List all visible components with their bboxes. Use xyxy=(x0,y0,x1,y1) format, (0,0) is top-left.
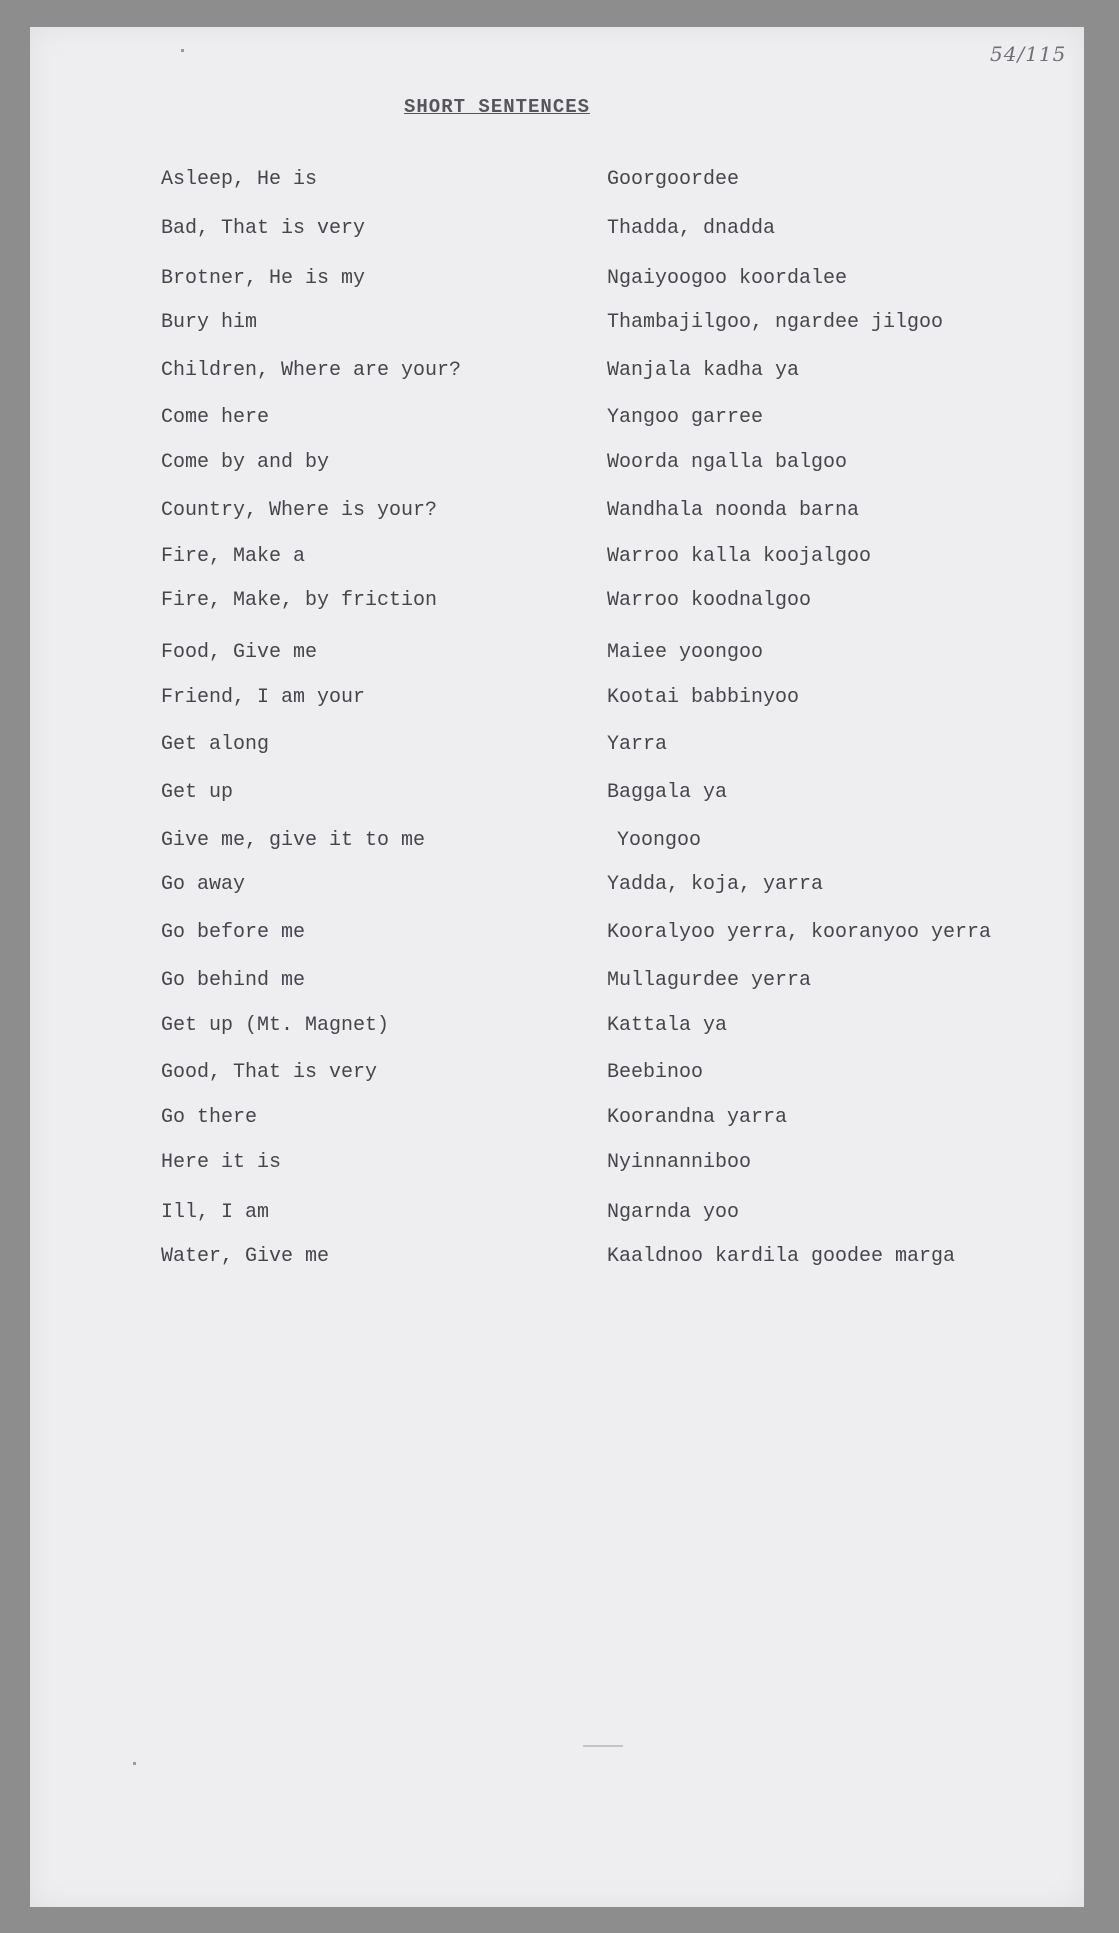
aboriginal-translation: Yoongoo xyxy=(617,829,702,852)
aboriginal-translation: Thadda, dnadda xyxy=(607,217,776,240)
scan-speck xyxy=(181,49,184,52)
sentence-row xyxy=(0,545,1119,573)
sentence-row xyxy=(0,1245,1119,1273)
scan-speck xyxy=(133,1762,136,1765)
english-phrase: Brotner, He is my xyxy=(161,267,366,290)
english-phrase: Bury him xyxy=(161,311,258,334)
sentence-row xyxy=(0,969,1119,997)
sentence-row xyxy=(0,589,1119,617)
english-phrase: Go before me xyxy=(161,921,306,944)
aboriginal-translation: Ngaiyoogoo koordalee xyxy=(607,267,848,290)
aboriginal-translation: Maiee yoongoo xyxy=(607,641,764,664)
sentence-row xyxy=(0,267,1119,295)
aboriginal-translation: Yarra xyxy=(607,733,668,756)
sentence-row xyxy=(0,1061,1119,1089)
english-phrase: Fire, Make a xyxy=(161,545,306,568)
aboriginal-translation: Ngarnda yoo xyxy=(607,1201,740,1224)
scan-speck xyxy=(583,1745,623,1747)
aboriginal-translation: Koorandna yarra xyxy=(607,1106,788,1129)
sentence-row xyxy=(0,686,1119,714)
sentence-row xyxy=(0,781,1119,809)
sentence-row xyxy=(0,311,1119,339)
sentence-row xyxy=(0,1014,1119,1042)
english-phrase: Fire, Make, by friction xyxy=(161,589,438,612)
sentence-row xyxy=(0,406,1119,434)
english-phrase: Food, Give me xyxy=(161,641,318,664)
english-phrase: Good, That is very xyxy=(161,1061,378,1084)
english-phrase: Country, Where is your? xyxy=(161,499,438,522)
sentence-row xyxy=(0,733,1119,761)
aboriginal-translation: Nyinnanniboo xyxy=(607,1151,752,1174)
aboriginal-translation: Goorgoordee xyxy=(607,168,740,191)
english-phrase: Go away xyxy=(161,873,246,896)
english-phrase: Come here xyxy=(161,406,270,429)
aboriginal-translation: Beebinoo xyxy=(607,1061,704,1084)
english-phrase: Ill, I am xyxy=(161,1201,270,1224)
sentence-row xyxy=(0,1106,1119,1134)
english-phrase: Get along xyxy=(161,733,270,756)
aboriginal-translation: Woorda ngalla balgoo xyxy=(607,451,848,474)
sentence-row xyxy=(0,873,1119,901)
sentence-row xyxy=(0,921,1119,949)
sentence-row xyxy=(0,217,1119,245)
english-phrase: Water, Give me xyxy=(161,1245,330,1268)
aboriginal-translation: Warroo koodnalgoo xyxy=(607,589,812,612)
english-phrase: Asleep, He is xyxy=(161,168,318,191)
english-phrase: Children, Where are your? xyxy=(161,359,462,382)
aboriginal-translation: Kattala ya xyxy=(607,1014,728,1037)
aboriginal-translation: Mullagurdee yerra xyxy=(607,969,812,992)
english-phrase: Friend, I am your xyxy=(161,686,366,709)
english-phrase: Get up xyxy=(161,781,234,804)
sentence-row xyxy=(0,1151,1119,1179)
aboriginal-translation: Yangoo garree xyxy=(607,406,764,429)
sentence-row xyxy=(0,641,1119,669)
sentence-row xyxy=(0,1201,1119,1229)
aboriginal-translation: Kootai babbinyoo xyxy=(607,686,800,709)
english-phrase: Come by and by xyxy=(161,451,330,474)
aboriginal-translation: Baggala ya xyxy=(607,781,728,804)
aboriginal-translation: Wanjala kadha ya xyxy=(607,359,800,382)
sentence-row xyxy=(0,168,1119,196)
sentence-row xyxy=(0,359,1119,387)
aboriginal-translation: Warroo kalla koojalgoo xyxy=(607,545,872,568)
aboriginal-translation: Thambajilgoo, ngardee jilgoo xyxy=(607,311,944,334)
aboriginal-translation: Kooralyoo yerra, kooranyoo yerra xyxy=(607,921,992,944)
document-page xyxy=(30,27,1084,1907)
english-phrase: Go there xyxy=(161,1106,258,1129)
page-title: SHORT SENTENCES xyxy=(404,96,591,118)
aboriginal-translation: Kaaldnoo kardila goodee marga xyxy=(607,1245,956,1268)
sentence-row xyxy=(0,451,1119,479)
english-phrase: Bad, That is very xyxy=(161,217,366,240)
sentence-row xyxy=(0,829,1119,857)
english-phrase: Go behind me xyxy=(161,969,306,992)
english-phrase: Here it is xyxy=(161,1151,282,1174)
aboriginal-translation: Yadda, koja, yarra xyxy=(607,873,824,896)
page-number: 54/115 xyxy=(990,42,1067,66)
english-phrase: Give me, give it to me xyxy=(161,829,426,852)
sentence-row xyxy=(0,499,1119,527)
english-phrase: Get up (Mt. Magnet) xyxy=(161,1014,390,1037)
aboriginal-translation: Wandhala noonda barna xyxy=(607,499,860,522)
